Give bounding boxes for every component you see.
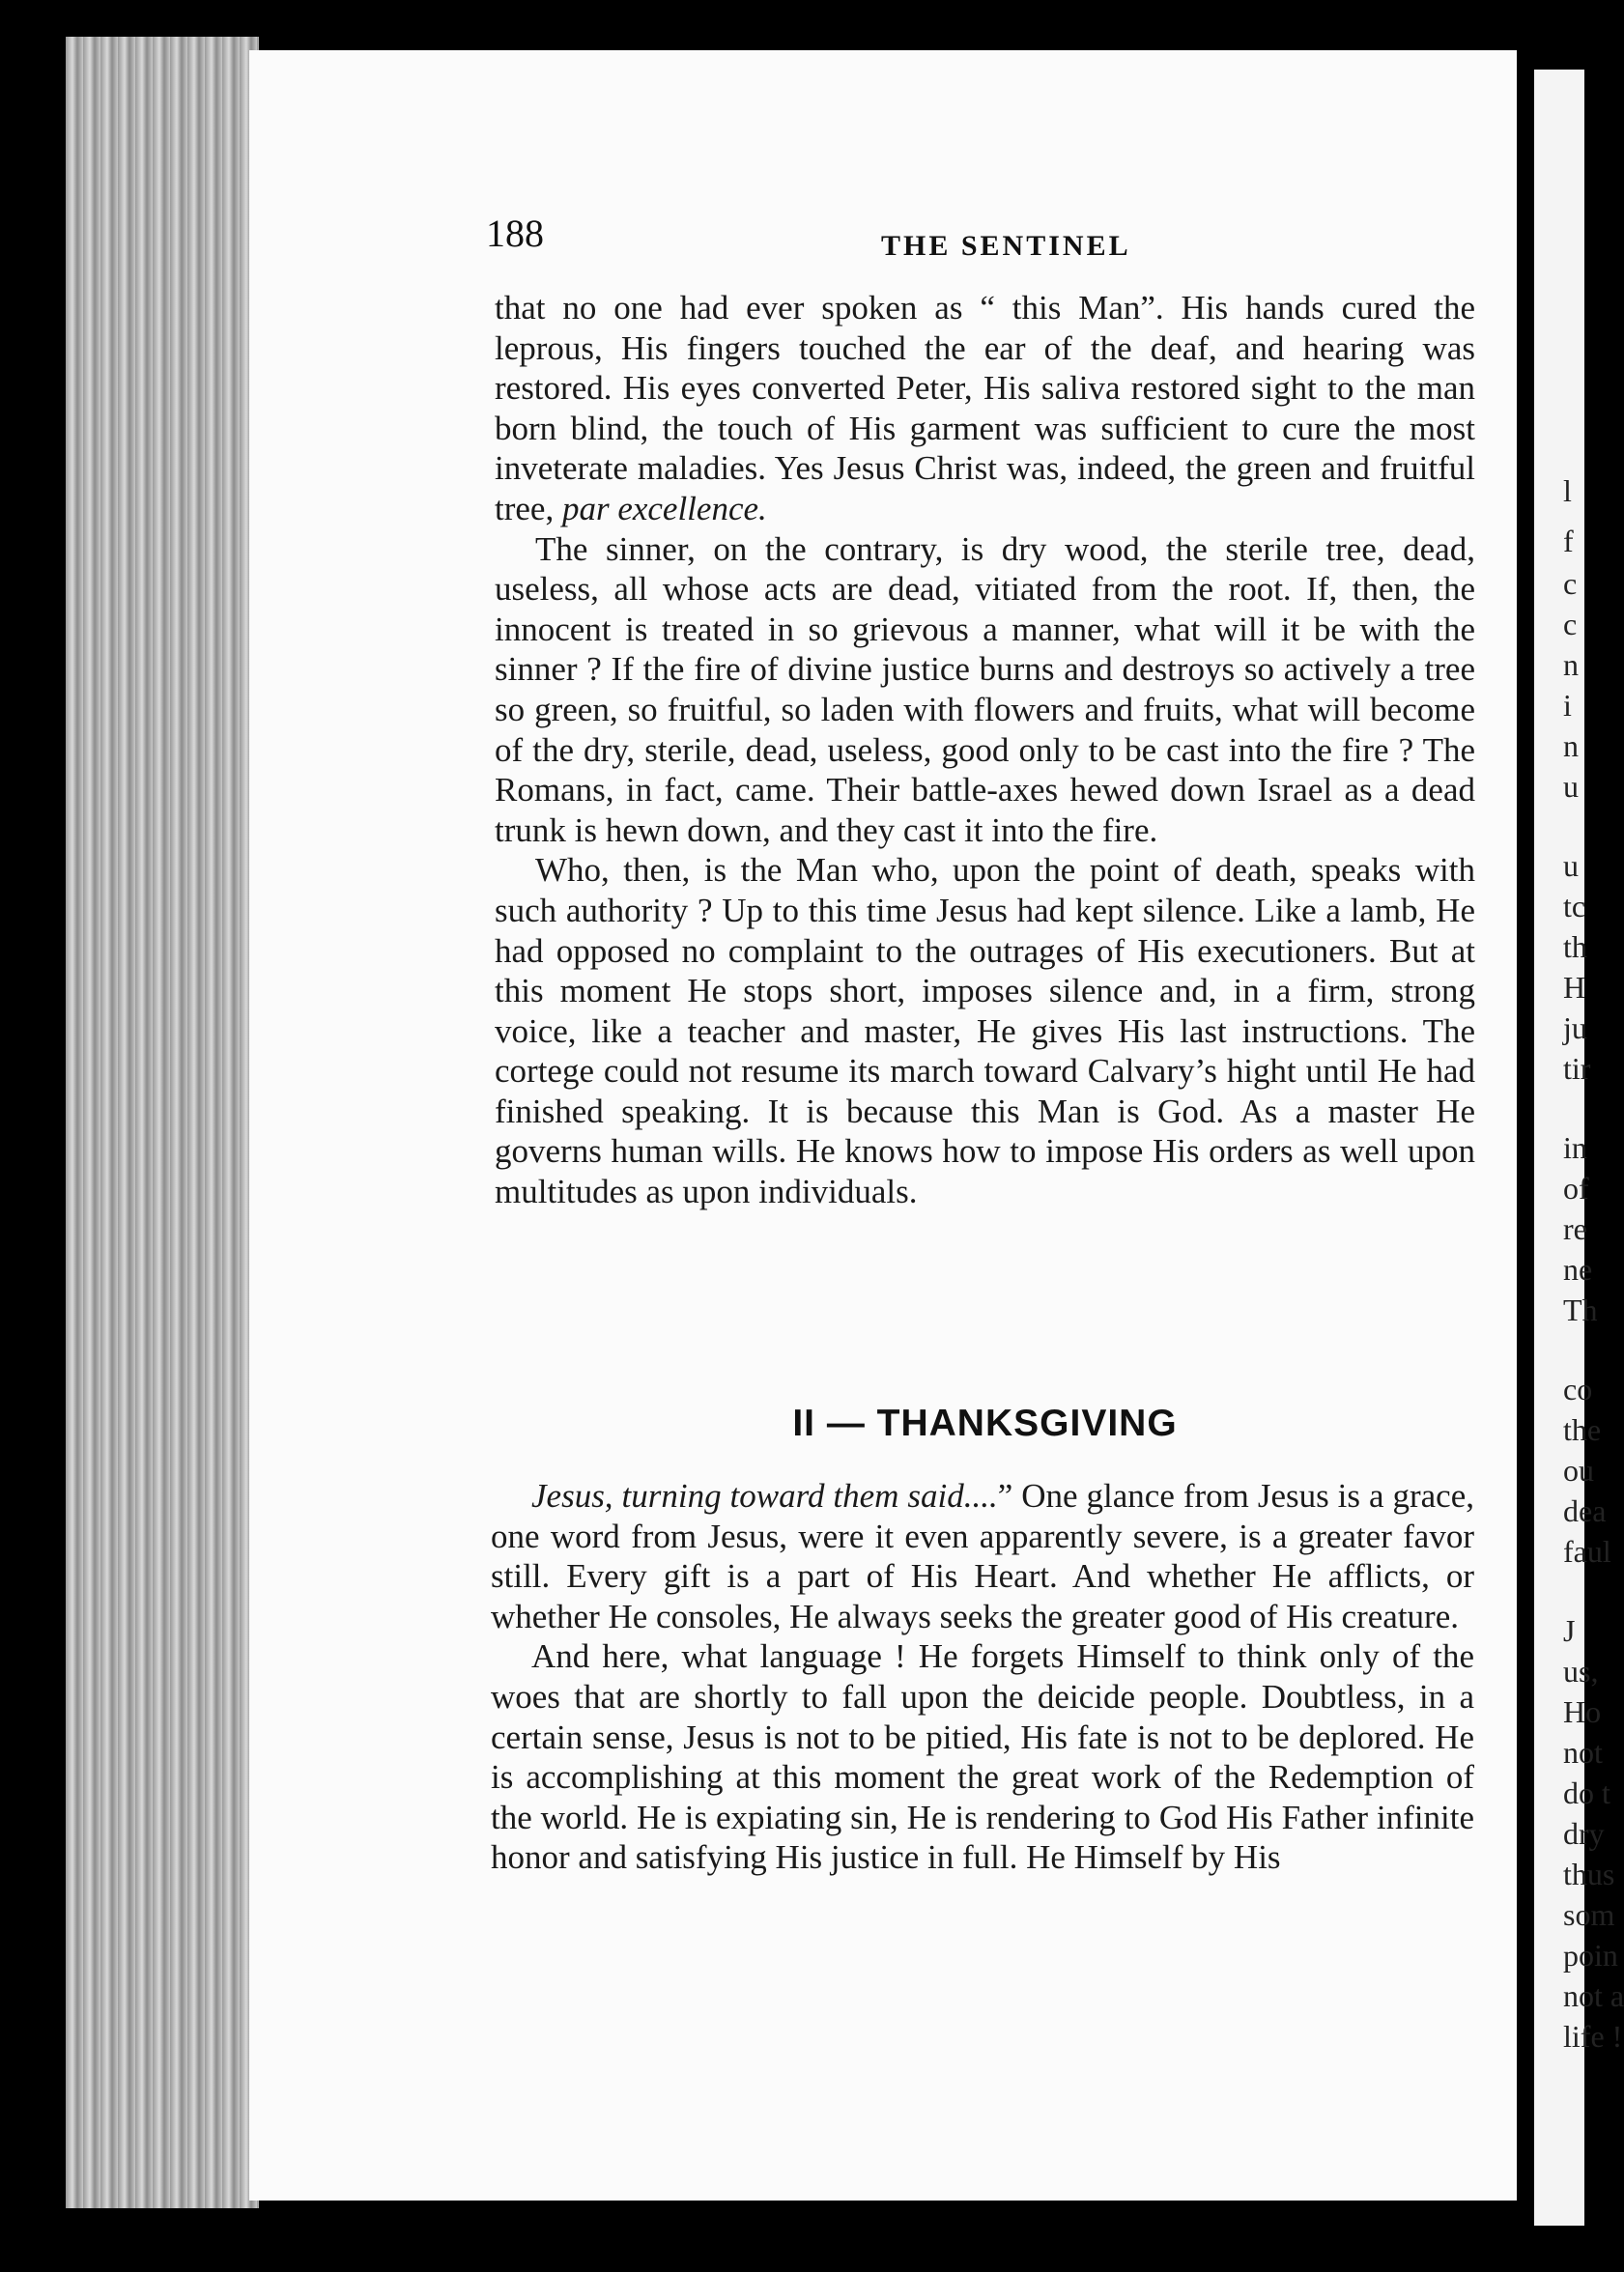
next-page-fragment: l <box>1563 473 1572 508</box>
next-page-fragment: Ho <box>1563 1694 1602 1729</box>
next-page-fragment: dea <box>1563 1493 1607 1528</box>
next-page-fragment: c <box>1563 607 1578 641</box>
body-text-lower <box>491 1476 1474 1878</box>
next-page-fragment: us, <box>1563 1654 1599 1689</box>
next-page-fragment: dry <box>1563 1816 1605 1851</box>
section-heading: II — THANKSGIVING <box>792 1403 1178 1444</box>
next-page-fragment: ou <box>1563 1453 1594 1488</box>
next-page-fragment: tir <box>1563 1051 1591 1086</box>
italic-text: Jesus, turning toward them said.... <box>531 1477 998 1515</box>
paragraph: Who, then, is the Man who, upon the point of death, speaks with such authority ? Up to this time Jesus had kept silence. Like a lamb, He had opposed no complaint to the outrages of His executioners. But at this moment He stops short, imposes silence and, in a firm, strong voice, like a teacher and master, He gives His last instructions. The cortege could not resume its march toward Calvary’s hight until He had finished speaking. It is because this Man is God. As a master He governs human wills. He knows how to impose His orders as well upon multitudes as upon individuals. <box>495 851 1475 1211</box>
paragraph <box>491 1476 1474 1636</box>
page-number: 188 <box>486 212 544 255</box>
next-page-fragment: i <box>1563 688 1572 723</box>
body-text-upper <box>495 288 1475 1212</box>
next-page-fragment: tc <box>1563 889 1586 923</box>
next-page-fragment: f <box>1563 524 1574 558</box>
paragraph-text: that no one had ever spoken as “ this Man”. His hands cured the leprous, His fingers touched the ear of the deaf, and hearing was restored. His eyes converted Peter, His saliva restored sight to the man born blind, the touch of His garment was sufficient to cure the most inveterate maladies. Yes Jesus Christ was, indeed, the green and fruitful tree, <box>495 289 1475 527</box>
next-page-fragment: re <box>1563 1211 1587 1246</box>
next-page-fragment: poin <box>1563 1938 1618 1973</box>
next-page-fragment: c <box>1563 566 1578 601</box>
running-title: THE SENTINEL <box>881 230 1131 262</box>
next-page-fragment: th <box>1563 929 1587 964</box>
next-page-edge <box>1534 70 1624 2226</box>
paragraph-text: ” One glance from Jesus is a grace, one word from Jesus, were it even apparently severe, is a greater favor still. Every gift is a part of His Heart. And whether He afflicts, or whether He consoles, He always seeks the greater good of His creature. <box>491 1477 1475 1635</box>
next-page-fragment: H <box>1563 970 1586 1005</box>
paragraph: And here, what language ! He forgets Himself to think only of the woes that are shortly to fall upon the deicide people. Doubtless, in a certain sense, Jesus is not to be pitied, His fate is not to be deplored. He is accomplishing at this moment the great work of the Redemption of the world. He is expiating sin, He is rendering to God His Father infinite honor and satisfying His justice in full. He Himself by His <box>491 1637 1474 1877</box>
next-page-fragment: u <box>1563 769 1579 804</box>
next-page-fragment: faul <box>1563 1534 1611 1569</box>
paragraph: The sinner, on the contrary, is dry wood, the sterile tree, dead, useless, all whose acts are dead, vitiated from the root. If, then, the innocent is treated in so grievous a manner, what will it be with the sinner ? If the fire of divine justice burns and destroys so actively a tree so green, so fruitful, so laden with flowers and fruits, what will become of the dry, sterile, dead, useless, good only to be cast into the fire ? The Romans, in fact, came. Their battle-axes hewed down Israel as a dead trunk is hewn down, and they cast it into the fire. <box>495 529 1475 849</box>
next-page-fragment: ne <box>1563 1252 1593 1287</box>
book-page-edges <box>66 37 259 2208</box>
next-page-fragment: u <box>1563 848 1579 883</box>
next-page-fragment: the <box>1563 1412 1602 1447</box>
next-page-fragment: n <box>1563 728 1579 763</box>
next-page-fragment: n <box>1563 647 1579 682</box>
next-page-fragment: Th <box>1563 1292 1598 1327</box>
next-page-fragment: of <box>1563 1171 1589 1206</box>
next-page-fragment: ju <box>1563 1010 1587 1045</box>
next-page-fragment: not a <box>1563 1978 1624 2013</box>
next-page-fragment: J <box>1563 1613 1576 1648</box>
next-page-fragment: thus <box>1563 1857 1615 1891</box>
paragraph <box>495 288 1475 529</box>
next-page-fragment: life ! <box>1563 2019 1623 2054</box>
next-page-fragment: do t <box>1563 1775 1610 1810</box>
next-page-fragment: co <box>1563 1372 1593 1406</box>
next-page-fragment: som <box>1563 1897 1615 1932</box>
next-page-fragment: not <box>1563 1735 1603 1770</box>
italic-text: par excellence. <box>561 489 767 527</box>
next-page-fragment: in <box>1563 1130 1587 1165</box>
